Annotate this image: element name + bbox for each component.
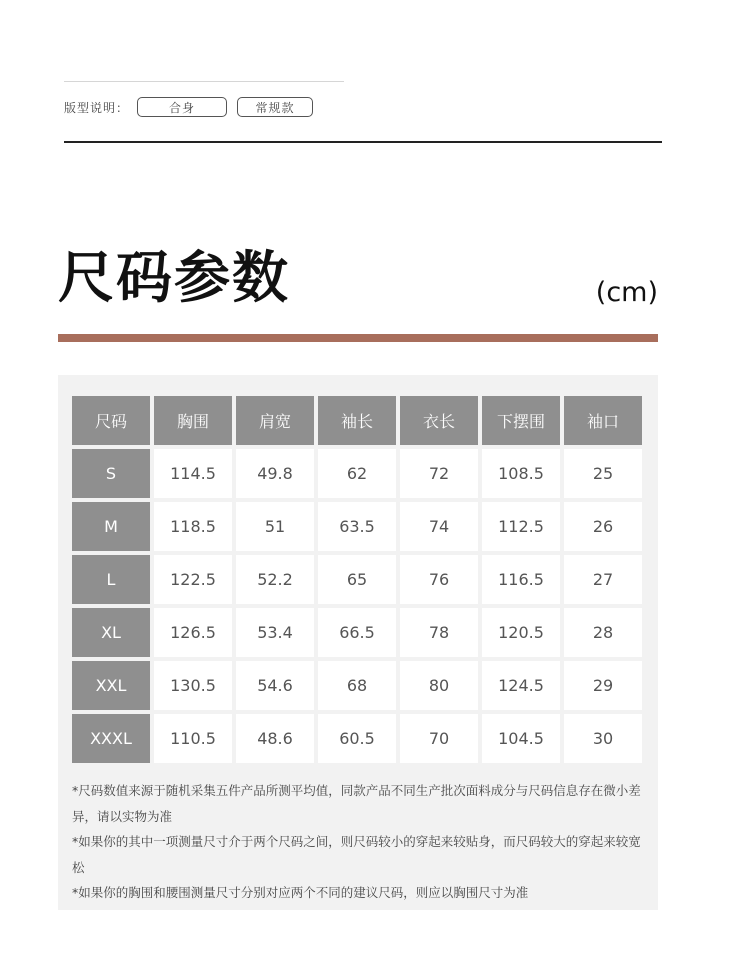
hem-cell: 104.5	[482, 714, 560, 763]
size-cell: XXL	[72, 661, 150, 710]
size-cell: L	[72, 555, 150, 604]
body-length-cell: 70	[400, 714, 478, 763]
header-cuff: 袖口	[564, 396, 642, 445]
fit-description-row	[64, 95, 323, 119]
cuff-cell: 28	[564, 608, 642, 657]
cuff-cell: 26	[564, 502, 642, 551]
fit-option-regular: 常规款	[237, 97, 313, 117]
header-hem: 下摆围	[482, 396, 560, 445]
size-cell: XL	[72, 608, 150, 657]
chest-cell: 126.5	[154, 608, 232, 657]
shoulder-cell: 54.6	[236, 661, 314, 710]
cuff-cell: 25	[564, 449, 642, 498]
table-row	[72, 714, 642, 763]
note-measurement-source: *尺码数值来源于随机采集五件产品所测平均值，同款产品不同生产批次面料成分与尺码信息存在微小差异，请以实物为准	[72, 783, 641, 824]
shoulder-cell: 51	[236, 502, 314, 551]
cuff-cell: 30	[564, 714, 642, 763]
chest-cell: 110.5	[154, 714, 232, 763]
hem-cell: 120.5	[482, 608, 560, 657]
note-between-sizes: *如果你的其中一项测量尺寸介于两个尺码之间，则尺码较小的穿起来较贴身，而尺码较大的穿起来较宽松	[72, 834, 641, 875]
shoulder-cell: 52.2	[236, 555, 314, 604]
table-row	[72, 608, 642, 657]
header-sleeve-length: 袖长	[318, 396, 396, 445]
size-cell: M	[72, 502, 150, 551]
header-shoulder: 肩宽	[236, 396, 314, 445]
shoulder-cell: 49.8	[236, 449, 314, 498]
body-length-cell: 80	[400, 661, 478, 710]
body-length-cell: 76	[400, 555, 478, 604]
sleeve-length-cell: 65	[318, 555, 396, 604]
chest-cell: 130.5	[154, 661, 232, 710]
shoulder-cell: 48.6	[236, 714, 314, 763]
table-row	[72, 555, 642, 604]
body-length-cell: 74	[400, 502, 478, 551]
chest-cell: 114.5	[154, 449, 232, 498]
header-size: 尺码	[72, 396, 150, 445]
hem-cell: 112.5	[482, 502, 560, 551]
note-chest-priority: *如果你的胸围和腰围测量尺寸分别对应两个不同的建议尺码，则应以胸围尺寸为准	[72, 885, 529, 900]
cuff-cell: 27	[564, 555, 642, 604]
size-notes	[72, 778, 646, 906]
sleeve-length-cell: 63.5	[318, 502, 396, 551]
table-row	[72, 502, 642, 551]
size-cell: S	[72, 449, 150, 498]
accent-bar	[58, 334, 658, 342]
table-row	[72, 661, 642, 710]
hem-cell: 124.5	[482, 661, 560, 710]
header-chest: 胸围	[154, 396, 232, 445]
cuff-cell: 29	[564, 661, 642, 710]
body-length-cell: 72	[400, 449, 478, 498]
sleeve-length-cell: 62	[318, 449, 396, 498]
sleeve-length-cell: 60.5	[318, 714, 396, 763]
fit-label: 版型说明：	[64, 100, 130, 115]
table-row	[72, 449, 642, 498]
fit-option-fitted: 合身	[137, 97, 227, 117]
hem-cell: 108.5	[482, 449, 560, 498]
size-cell: XXXL	[72, 714, 150, 763]
hem-cell: 116.5	[482, 555, 560, 604]
unit-label: (cm)	[595, 277, 658, 308]
chest-cell: 118.5	[154, 502, 232, 551]
shoulder-cell: 53.4	[236, 608, 314, 657]
body-length-cell: 78	[400, 608, 478, 657]
table-header-row	[72, 396, 642, 445]
section-divider	[64, 141, 662, 143]
chest-cell: 122.5	[154, 555, 232, 604]
header-body-length: 衣长	[400, 396, 478, 445]
top-divider	[64, 81, 344, 82]
sleeve-length-cell: 66.5	[318, 608, 396, 657]
size-table	[68, 392, 646, 767]
page-title: 尺码参数	[58, 246, 290, 311]
sleeve-length-cell: 68	[318, 661, 396, 710]
